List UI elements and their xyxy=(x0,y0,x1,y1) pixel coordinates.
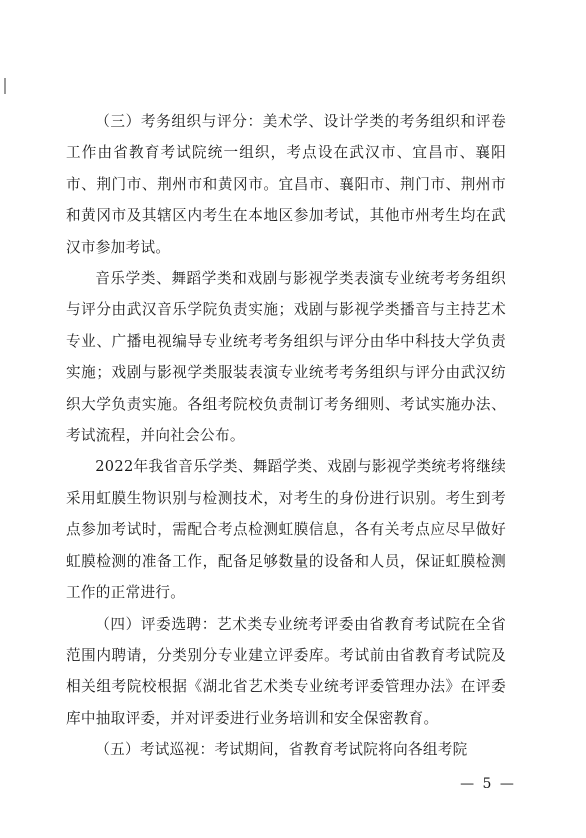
paragraph-iris-recognition: 2022年我省音乐学类、舞蹈学类、戏剧与影视学类统考将继续采用虹膜生物识别与检测技术，对考生的身份进行识别。考生到考点参加考试时，需配合考点检测虹膜信息，各有关考点应尽早做好虹膜检测的准备工作，配备足够数量的设备和人员，保证虹膜检测工作的正常进行。 xyxy=(66,458,506,602)
paragraph-judge-selection: （四）评委选聘：艺术类专业统考评委由省教育考试院在全省范围内聘请，分类别分专业建立评委库。考试前由省教育考试院及相关组考院校根据《湖北省艺术类专业统考评委管理办法》在评委库中抽取评委，并对评委进行业务培训和安全保密教育。 xyxy=(66,615,506,727)
paragraph-music-dance-drama: 音乐学类、舞蹈学类和戏剧与影视学类表演专业统考考务组织与评分由武汉音乐学院负责实施；戏剧与影视学类播音与主持艺术专业、广播电视编导专业统考考务组织与评分由华中科技大学负责实施；戏剧与影视学类服装表演专业统考考务组织与评分由武汉纺织大学负责实施。各组考院校负责制订考务细则、考试实施办法、考试流程，并向社会公布。 xyxy=(66,270,506,445)
page-number: — 5 — xyxy=(460,776,516,792)
paragraph-exam-inspection: （五）考试巡视：考试期间，省教育考试院将向各组考院 xyxy=(95,741,468,759)
scan-edge-mark xyxy=(4,78,6,94)
document-body xyxy=(66,106,506,766)
paragraph-exam-organization: （三）考务组织与评分：美术学、设计学类的考务组织和评卷工作由省教育考试院统一组织，考点设在武汉市、宜昌市、襄阳市、荆门市、荆州市和黄冈市。宜昌市、襄阳市、荆门市、荆州市和黄冈市及其辖区内考生在本地区参加考试，其他市州考生均在武汉市参加考试。 xyxy=(66,113,506,256)
